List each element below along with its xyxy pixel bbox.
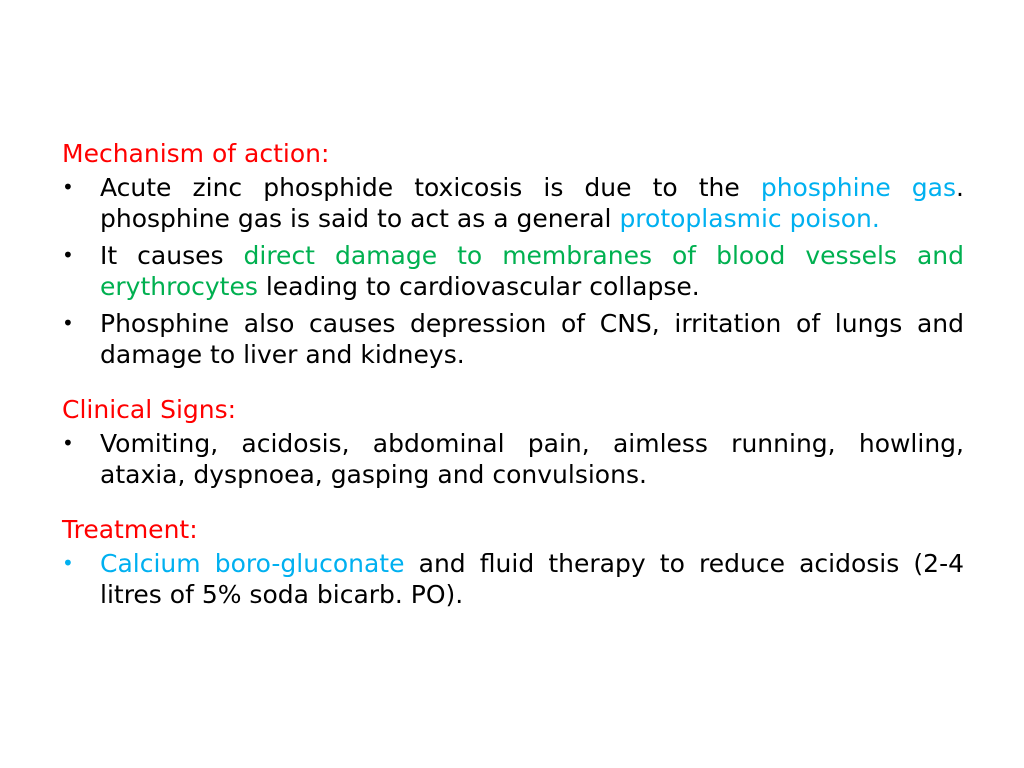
list-item	[62, 308, 964, 370]
clinical-section	[62, 394, 964, 490]
mechanism-heading: Mechanism of action:	[62, 139, 330, 168]
list-item	[62, 548, 964, 610]
list-item	[62, 172, 964, 234]
clinical-heading: Clinical Signs:	[62, 395, 237, 424]
highlight-direct-damage: direct damage to membranes of blood vessels and erythrocytes	[100, 241, 964, 301]
treatment-heading: Treatment:	[62, 515, 198, 544]
bullet-icon: •	[62, 551, 74, 575]
text-segment: leading to cardiovascular collapse.	[257, 272, 700, 301]
treatment-section	[62, 514, 964, 610]
highlight-calcium-borogluconate: Calcium boro-gluconate	[100, 549, 405, 578]
text-segment: . phosphine gas is said to act as a general	[100, 173, 964, 233]
text-segment: and fluid therapy to reduce acidosis (2-4 litres of 5% soda bicarb. PO).	[100, 549, 964, 609]
text-segment: Phosphine also causes depression of CNS, irritation of lungs and damage to liver and kidneys.	[100, 309, 964, 369]
bullet-icon: •	[62, 431, 74, 455]
bullet-icon: •	[62, 311, 74, 335]
list-item	[62, 428, 964, 490]
mechanism-list	[62, 172, 964, 370]
highlight-protoplasmic-poison: protoplasmic poison.	[619, 204, 880, 233]
list-item	[62, 240, 964, 302]
mechanism-section	[62, 138, 964, 370]
slide-content	[62, 138, 964, 634]
bullet-icon: •	[62, 175, 74, 199]
highlight-phosphine-gas: phosphine gas	[760, 173, 957, 202]
text-segment: Acute zinc phosphide toxicosis is due to the	[100, 173, 761, 202]
text-segment: It causes	[100, 241, 244, 270]
clinical-list	[62, 428, 964, 490]
treatment-list	[62, 548, 964, 610]
bullet-icon: •	[62, 243, 74, 267]
text-segment: Vomiting, acidosis, abdominal pain, aimless running, howling, ataxia, dyspnoea, gasping and convulsions.	[100, 429, 964, 489]
